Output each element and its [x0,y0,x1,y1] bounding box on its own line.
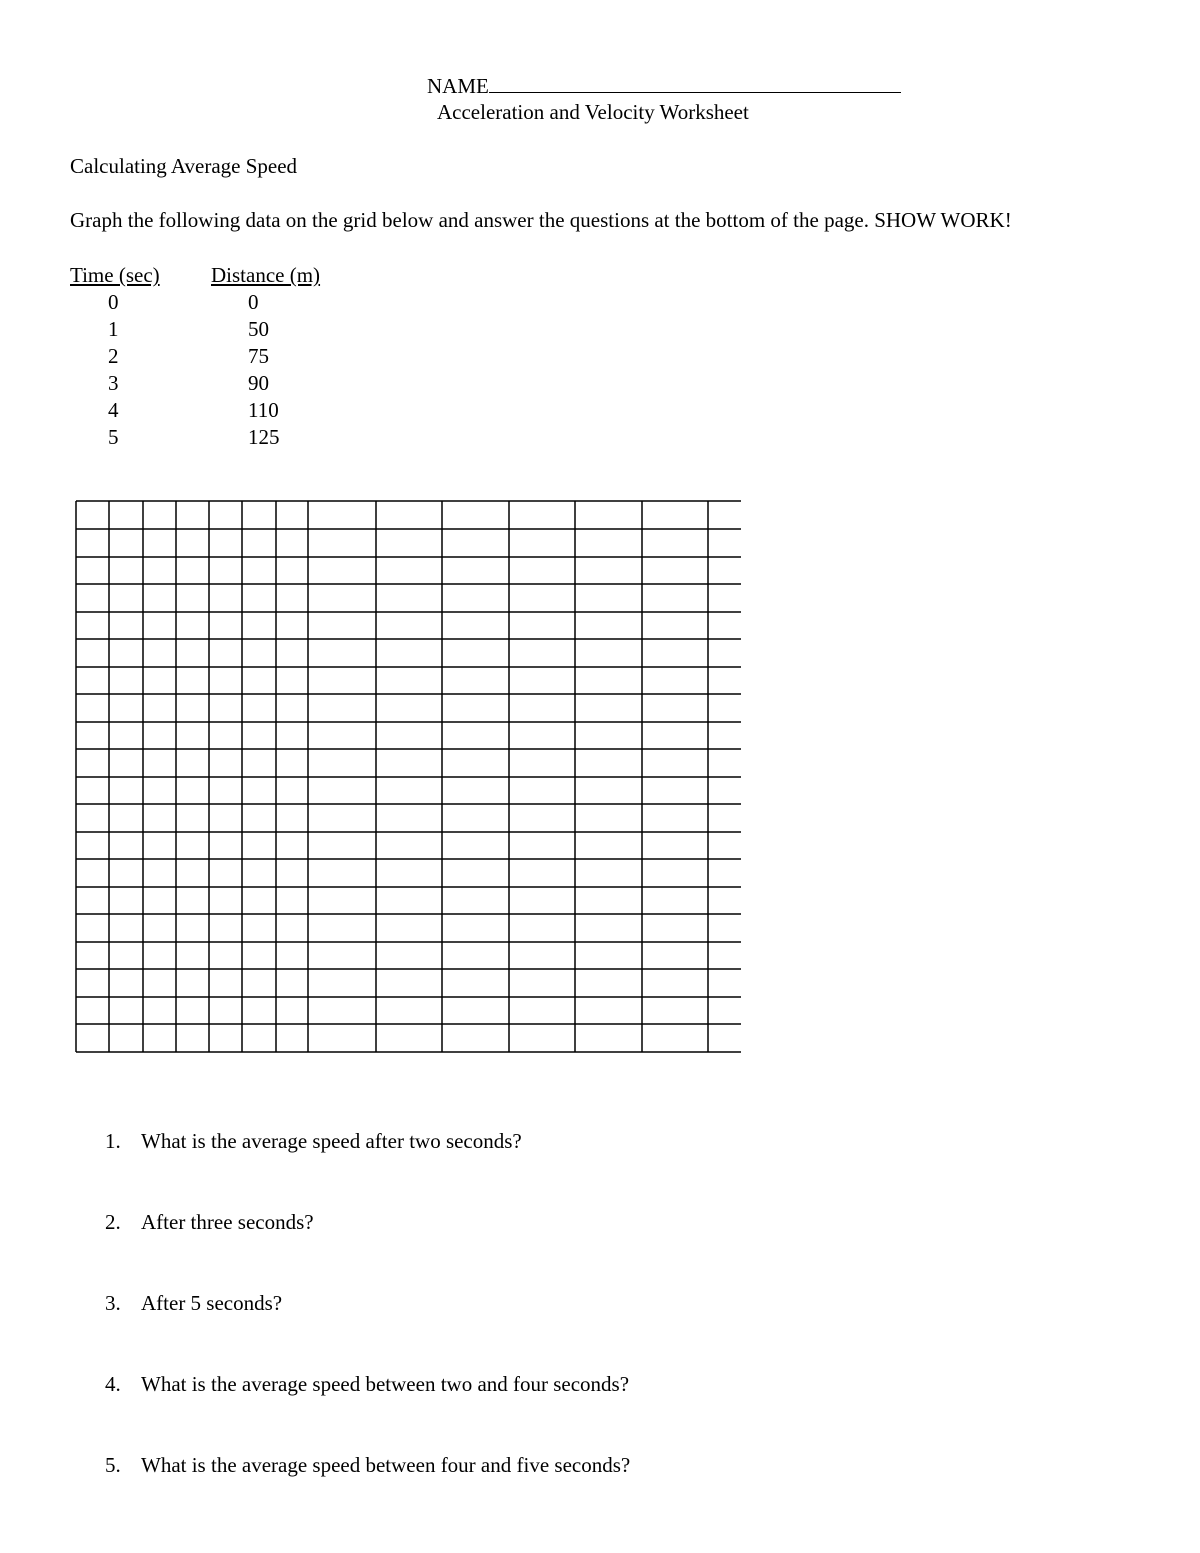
time-cell: 4 [108,398,119,422]
distance-cell: 50 [248,317,269,341]
question-text: What is the average speed after two seconds? [141,1129,522,1153]
question-text: What is the average speed between four and five seconds? [141,1453,631,1477]
time-cell: 1 [108,317,119,341]
distance-cell: 75 [248,344,269,368]
question-number: 5. [105,1453,121,1477]
worksheet-title: Acceleration and Velocity Worksheet [437,100,749,124]
distance-cell: 125 [248,425,280,449]
distance-cell: 90 [248,371,269,395]
question-number: 2. [105,1210,121,1234]
time-cell: 2 [108,344,119,368]
question-text: After three seconds? [141,1210,314,1234]
question-number: 1. [105,1129,121,1153]
question-text: What is the average speed between two and four seconds? [141,1372,630,1396]
instructions-text: Graph the following data on the grid below and answer the questions at the bottom of the page. SHOW WORK! [70,208,1012,232]
time-column-header: Time (sec) [70,263,160,287]
time-cell: 0 [108,290,119,314]
name-blank-line[interactable] [489,72,901,93]
question-number: 4. [105,1372,121,1396]
time-cell: 5 [108,425,119,449]
name-label: NAME [427,74,489,98]
question-text: After 5 seconds? [141,1291,283,1315]
time-cell: 3 [108,371,119,395]
section-title: Calculating Average Speed [70,154,298,178]
distance-cell: 0 [248,290,259,314]
distance-column-header: Distance (m) [211,263,321,287]
name-field[interactable] [427,72,901,99]
distance-cell: 110 [248,398,279,422]
question-number: 3. [105,1291,121,1315]
